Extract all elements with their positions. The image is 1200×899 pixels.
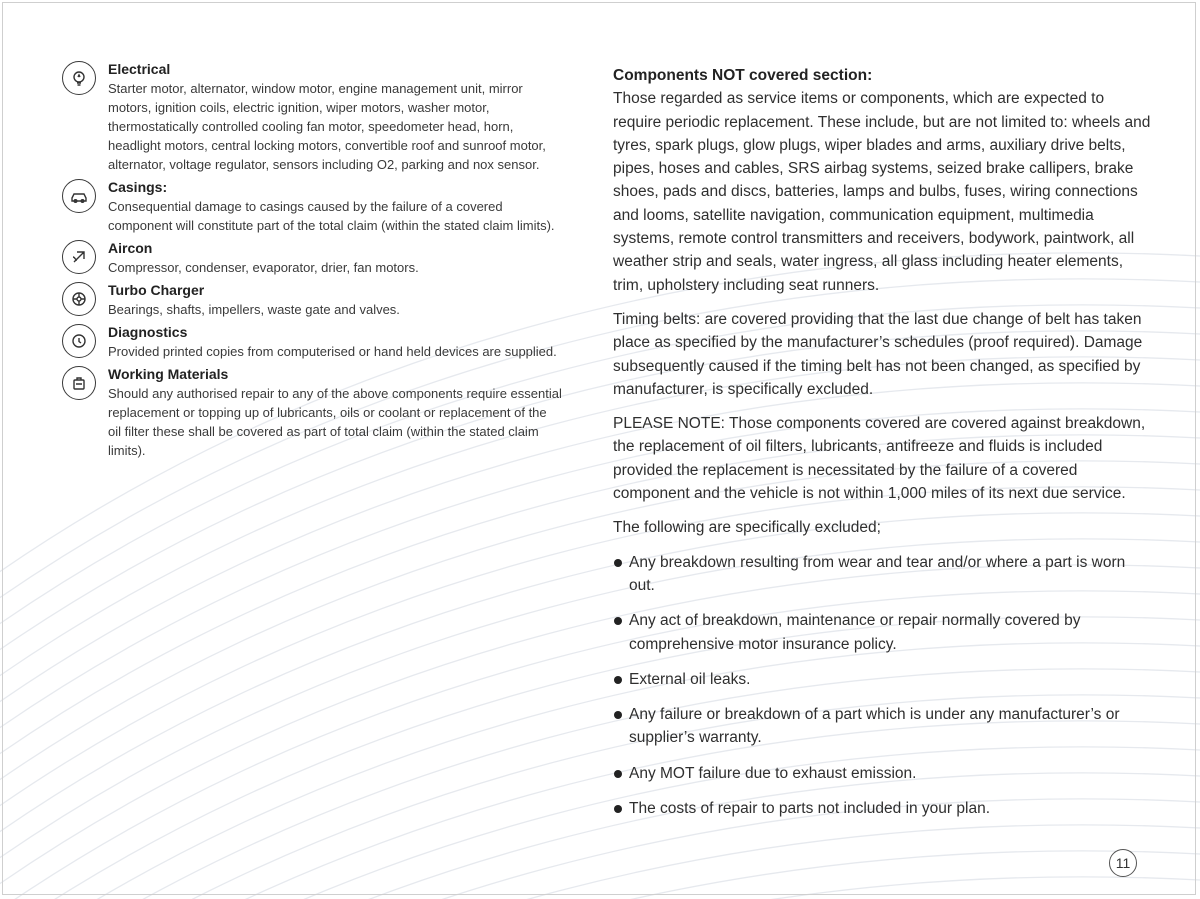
covered-components-list [62, 60, 562, 464]
electrical-icon [62, 61, 96, 95]
coverage-title: Aircon [108, 240, 153, 256]
bullet-icon [614, 559, 622, 567]
exclusion-text: The costs of repair to parts not included in your plan. [629, 800, 991, 818]
coverage-description: Provided printed copies from computerised or hand held devices are supplied. [108, 344, 557, 359]
please-note-paragraph: PLEASE NOTE: Those components covered are covered against breakdown, the replacement of oil filters, lubricants, antifreeze and fluids is included provided the replacement is necessitated by the failure of a covered component and the vehicle is not within 1,000 miles of its next due service. [613, 415, 1146, 503]
exclusion-text: Any breakdown resulting from wear and tear and/or where a part is worn out. [629, 553, 1126, 594]
bullet-icon [614, 770, 622, 778]
exclusion-text: External oil leaks. [629, 670, 751, 688]
service-items-paragraph: Those regarded as service items or components, which are expected to require periodic replacement. These include, but are not limited to: wheels and tyres, spark plugs, glow plugs, wiper blades and arms, auxiliary drive belts, pipes, hoses and cables, SRS airbag systems, seized brake callipers, brake shoes, pads and discs, batteries, lamps and bulbs, fuses, wiring connections and looms, satellite navigation, communication equipment, multimedia systems, remote control transmitters and receivers, bodywork, paintwork, all weather strip and seals, water ingress, all glass including heater elements, trim, upholstery including seat runners. [613, 90, 1151, 294]
list-item [613, 668, 1153, 691]
wave-line [0, 851, 1200, 899]
diagnostics-icon [62, 324, 96, 358]
not-covered-section [613, 64, 1153, 832]
exclusion-text: Any failure or breakdown of a part which is under any manufacturer’s or supplier’s warranty. [629, 706, 1120, 747]
coverage-description: Should any authorised repair to any of the above components require essential replacement or topping up of lubricants, oils or coolant or replacement of the oil filter these shall be covered as part of total claim (within the stated claim limits). [108, 386, 562, 458]
oil-can-icon [62, 366, 96, 400]
coverage-item-diagnostics [62, 323, 562, 361]
coverage-item-casings [62, 178, 562, 235]
coverage-description: Bearings, shafts, impellers, waste gate and valves. [108, 302, 400, 317]
coverage-title: Turbo Charger [108, 282, 205, 298]
list-item [613, 551, 1153, 598]
coverage-item-turbo-charger [62, 281, 562, 319]
turbo-icon [62, 282, 96, 316]
bullet-icon [614, 805, 622, 813]
bullet-icon [614, 711, 622, 719]
list-item [613, 609, 1153, 656]
coverage-title: Diagnostics [108, 324, 188, 340]
car-icon [62, 179, 96, 213]
exclusions-list [613, 551, 1153, 821]
coverage-title: Casings: [108, 179, 168, 195]
section-heading: Components NOT covered section: [613, 67, 873, 84]
coverage-item-aircon [62, 239, 562, 277]
list-item [613, 703, 1153, 750]
list-item [613, 762, 1153, 785]
page-number: 11 [1109, 849, 1137, 877]
timing-belts-paragraph: Timing belts: are covered providing that the last due change of belt has taken place as specified by the manufacturer’s schedules (proof required). Damage subsequently caused if the timing belt has not been changed, as specified by manufacturer, is specifically excluded. [613, 310, 1143, 398]
coverage-title: Electrical [108, 61, 171, 77]
exclusion-text: Any act of breakdown, maintenance or repair normally covered by comprehensive motor insurance policy. [629, 612, 1081, 653]
exclusions-intro: The following are specifically excluded; [613, 519, 881, 537]
coverage-description: Starter motor, alternator, window motor, engine management unit, mirror motors, ignition coils, electric ignition, wiper motors, washer motor, thermostatically controlled cooling fan motor, speedometer head, horn, headlight motors, central locking motors, convertible roof and sunroof motor, alternator, voltage regulator, sensors including O2, parking and nox sensor. [108, 81, 546, 172]
coverage-item-electrical [62, 60, 562, 174]
wave-line [0, 825, 1200, 899]
coverage-title: Working Materials [108, 366, 229, 382]
coverage-item-working-materials [62, 365, 562, 460]
list-item [613, 797, 1153, 820]
bullet-icon [614, 617, 622, 625]
bullet-icon [614, 676, 622, 684]
coverage-description: Compressor, condenser, evaporator, drier, fan motors. [108, 260, 419, 275]
exclusion-text: Any MOT failure due to exhaust emission. [629, 764, 917, 782]
aircon-icon [62, 240, 96, 274]
coverage-description: Consequential damage to casings caused by the failure of a covered component will constitute part of the total claim (within the stated claim limits). [108, 199, 555, 233]
